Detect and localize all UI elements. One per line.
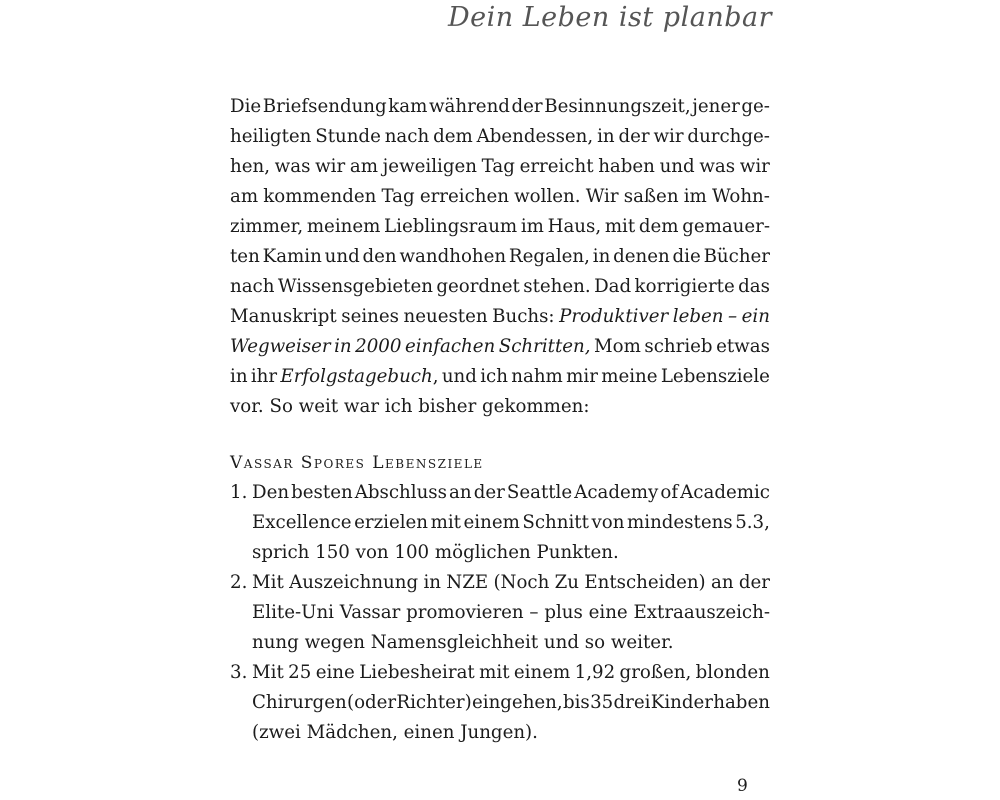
word: blonden <box>695 662 770 683</box>
word-part: Tag <box>381 186 415 207</box>
word-part: jeweiligen <box>382 156 477 177</box>
word <box>325 242 360 272</box>
word-part: , <box>432 366 439 387</box>
word-part: in <box>230 366 248 387</box>
word <box>381 182 414 212</box>
word <box>598 152 655 182</box>
word <box>741 92 770 122</box>
word-part: Kamin <box>262 246 322 267</box>
word-part: mir <box>566 366 598 387</box>
word <box>548 212 602 242</box>
word-part: gemauer- <box>682 216 770 237</box>
word <box>521 212 544 242</box>
italic-word: Produktiver <box>559 306 669 327</box>
list-item-line <box>252 478 770 508</box>
list-item-line <box>252 688 770 718</box>
word <box>511 362 563 392</box>
word: 35 <box>590 692 614 713</box>
word <box>420 182 509 212</box>
word: 25 <box>288 662 312 683</box>
word <box>433 122 473 152</box>
word <box>363 242 397 272</box>
word-part: kommenden <box>263 186 377 207</box>
word <box>492 302 554 332</box>
word-part: Tag <box>481 156 515 177</box>
word-part: in <box>592 246 611 267</box>
word-part: Stunde <box>315 126 381 147</box>
paragraph-line <box>230 152 770 182</box>
word: Kinder <box>650 692 713 713</box>
word <box>653 122 683 152</box>
word-part: Manuskript <box>230 306 337 327</box>
word <box>499 332 591 362</box>
word <box>436 272 519 302</box>
word <box>275 152 311 182</box>
word <box>618 122 649 152</box>
word-part: wir <box>739 156 770 177</box>
word-part: in <box>597 126 615 147</box>
word: Elite-Uni <box>252 602 334 623</box>
italic-word: ein <box>741 306 770 327</box>
word: 1,92 <box>574 662 616 683</box>
word: besten <box>291 482 353 503</box>
word <box>404 302 488 332</box>
word <box>388 92 427 122</box>
word-part: Mom <box>594 336 641 357</box>
word: der <box>738 572 770 593</box>
word <box>230 272 274 302</box>
word <box>660 152 695 182</box>
word <box>738 272 770 302</box>
word-part: ihr <box>250 366 278 387</box>
word <box>482 152 515 182</box>
word: Auszeichnung <box>289 572 419 593</box>
word: einem <box>463 512 520 533</box>
word <box>559 302 668 332</box>
word <box>442 362 477 392</box>
word <box>673 242 701 272</box>
word <box>673 302 724 332</box>
word-part: erreicht <box>519 156 594 177</box>
word <box>350 152 378 182</box>
word-part: Lieblingsraum <box>384 216 518 237</box>
word <box>230 92 261 122</box>
word <box>544 92 690 122</box>
word-part: im <box>520 216 544 237</box>
paragraph-line <box>230 362 770 392</box>
word <box>523 272 590 302</box>
word-part: heiligten <box>230 126 312 147</box>
word <box>315 152 345 182</box>
word <box>740 152 770 182</box>
word: mindestens <box>627 512 733 533</box>
word-part: ge- <box>741 96 770 117</box>
word <box>263 242 322 272</box>
word-part: Wir <box>585 186 619 207</box>
word-part: meinem <box>306 216 381 237</box>
word-part: der <box>511 96 543 117</box>
word-part: haben <box>598 156 655 177</box>
word <box>639 212 679 242</box>
word-part: zimmer, <box>230 216 304 237</box>
word: haben <box>713 692 770 713</box>
list-item-line <box>252 598 770 628</box>
word <box>230 302 337 332</box>
word <box>512 92 543 122</box>
word: eine <box>588 602 628 623</box>
paragraph-line <box>230 212 770 242</box>
word <box>742 302 770 332</box>
word <box>399 242 506 272</box>
word-part: neuesten <box>403 306 488 327</box>
word-part: denen <box>613 246 670 267</box>
word-part: im <box>683 186 707 207</box>
italic-word: einfachen <box>404 336 496 357</box>
word <box>716 332 770 362</box>
word-part: Wohn- <box>711 186 770 207</box>
word: Extraauszeich- <box>633 602 770 623</box>
word <box>230 182 258 212</box>
word: Mit <box>252 662 284 683</box>
word <box>385 122 429 152</box>
word: mit <box>479 662 510 683</box>
word <box>477 122 594 152</box>
text-run: vor. So weit war ich bisher gekommen: <box>230 396 590 417</box>
word-part: dem <box>638 216 679 237</box>
word-part: mit <box>604 216 636 237</box>
paragraph-line <box>230 302 770 332</box>
word: Seattle <box>506 482 573 503</box>
word: erzielen <box>354 512 429 533</box>
word-part: wollen. <box>514 186 581 207</box>
word <box>605 212 635 242</box>
word <box>334 332 352 362</box>
word-part: und <box>324 246 360 267</box>
paragraph-line <box>230 242 770 272</box>
word <box>699 152 735 182</box>
paragraph-line <box>230 332 770 362</box>
word: Mit <box>252 572 284 593</box>
word-part: hen, <box>230 156 270 177</box>
list-number: 3. <box>230 662 248 683</box>
italic-word: 2000 <box>355 336 402 357</box>
word-part: während <box>428 96 510 117</box>
running-head: Dein Leben ist planbar <box>448 2 772 33</box>
word <box>586 182 619 212</box>
word <box>251 362 277 392</box>
paragraph-line <box>230 272 770 302</box>
word-part: Lebensziele <box>660 366 770 387</box>
list-heading: Vassar Spores Lebensziele <box>230 453 484 473</box>
italic-word: in <box>334 336 352 357</box>
word-part: was <box>274 156 311 177</box>
word: – <box>529 602 539 623</box>
word-part: Regalen, <box>508 246 590 267</box>
word-part: Besinnungszeit, <box>544 96 691 117</box>
word <box>704 242 770 272</box>
word: großen, <box>619 662 692 683</box>
word <box>635 272 735 302</box>
word <box>263 92 387 122</box>
word-part: Abendessen, <box>476 126 594 147</box>
word: Chirurgen <box>252 692 347 713</box>
word <box>230 212 303 242</box>
word: plus <box>544 602 583 623</box>
word <box>661 362 770 392</box>
word: an <box>449 482 472 503</box>
word: NZE <box>446 572 489 593</box>
italic-word: Schritten, <box>498 336 591 357</box>
word <box>682 212 770 242</box>
word: Richter) <box>396 692 472 713</box>
list-item-line: sprich 150 von 100 möglichen Punkten. <box>252 542 619 563</box>
word-part: Haus, <box>547 216 602 237</box>
list-item-line <box>252 658 770 688</box>
word-part: ten <box>230 246 260 267</box>
word: an <box>710 572 734 593</box>
word <box>480 362 508 392</box>
paragraph-line <box>230 122 770 152</box>
word <box>692 92 740 122</box>
word-part: korrigierte <box>634 276 735 297</box>
paragraph-line <box>230 392 590 422</box>
word <box>315 122 381 152</box>
word-part: nahm <box>511 366 563 387</box>
word: eingehen, <box>472 692 563 713</box>
word-part: saßen <box>623 186 679 207</box>
word: Abschluss <box>354 482 447 503</box>
word-part: wandhohen <box>399 246 507 267</box>
word <box>687 122 770 152</box>
word <box>644 332 712 362</box>
word <box>263 182 376 212</box>
word-part: schrieb <box>644 336 713 357</box>
word-part: das <box>738 276 770 297</box>
word: Zu <box>554 572 579 593</box>
word <box>307 212 381 242</box>
word <box>728 302 737 332</box>
word <box>405 332 495 362</box>
word-part: etwas <box>716 336 770 357</box>
paragraph-line <box>230 182 770 212</box>
word-part: und <box>441 366 477 387</box>
word: promovieren <box>406 602 524 623</box>
word <box>230 242 260 272</box>
word <box>429 92 510 122</box>
word-part: Buchs: <box>492 306 555 327</box>
word: 5.3, <box>735 512 770 533</box>
word <box>597 122 615 152</box>
word <box>230 362 248 392</box>
word-part: Bücher <box>703 246 770 267</box>
word-part: meine <box>601 366 658 387</box>
word-part: und <box>659 156 695 177</box>
list-number: 1. <box>230 482 248 503</box>
word <box>566 362 598 392</box>
word: eine <box>315 662 355 683</box>
word: bis <box>562 692 590 713</box>
word-part: durchge- <box>687 126 770 147</box>
word-part: dem <box>433 126 473 147</box>
word <box>384 212 517 242</box>
word-part: ich <box>480 366 508 387</box>
word-part: nach <box>230 276 275 297</box>
word-part: wir <box>315 156 346 177</box>
word-part: Wissensgebieten <box>277 276 433 297</box>
word-part: am <box>349 156 378 177</box>
word <box>593 242 611 272</box>
word: Academy <box>574 482 659 503</box>
word: Schnitt <box>522 512 589 533</box>
word-part: seines <box>341 306 399 327</box>
word-part: den <box>362 246 397 267</box>
word <box>520 152 594 182</box>
word: drei <box>613 692 651 713</box>
word: Liebesheirat <box>359 662 475 683</box>
word <box>613 242 670 272</box>
word-part: kam <box>388 96 428 117</box>
word: in <box>423 572 441 593</box>
word <box>280 362 438 392</box>
word-part: erreichen <box>419 186 509 207</box>
word <box>341 302 399 332</box>
page-number: 9 <box>737 776 748 796</box>
word: mit <box>430 512 461 533</box>
word <box>509 242 590 272</box>
word <box>601 362 657 392</box>
word-part: Die <box>230 96 262 117</box>
word-part: der <box>618 126 650 147</box>
word-part: Dad <box>594 276 632 297</box>
word <box>712 182 770 212</box>
word: Academic <box>680 482 770 503</box>
word-part: nach <box>384 126 430 147</box>
word: Vassar <box>339 602 401 623</box>
italic-word: leben <box>672 306 724 327</box>
word: einem <box>513 662 571 683</box>
list-item-line: (zwei Mädchen, einen Jungen). <box>252 722 538 743</box>
word <box>278 272 433 302</box>
word <box>514 182 580 212</box>
word: der <box>473 482 505 503</box>
word: of <box>660 482 679 503</box>
paragraph-line <box>230 92 770 122</box>
word: Den <box>252 482 290 503</box>
word <box>624 182 679 212</box>
word <box>383 152 477 182</box>
word-part: Briefsendung <box>262 96 387 117</box>
word-part: wir <box>653 126 684 147</box>
word <box>594 332 641 362</box>
list-item-line: nung wegen Namensgleichheit und so weiter. <box>252 632 674 653</box>
word-part: stehen. <box>523 276 591 297</box>
word <box>594 272 631 302</box>
word: (Noch <box>493 572 550 593</box>
word: von <box>591 512 625 533</box>
word-part: was <box>699 156 736 177</box>
word-part: jener <box>692 96 740 117</box>
italic-word: Wegweiser <box>230 336 331 357</box>
list-item-line <box>252 568 770 598</box>
word: Excellence <box>252 512 352 533</box>
word <box>230 152 270 182</box>
word: (oder <box>346 692 397 713</box>
word-part: geordnet <box>436 276 520 297</box>
word-part: am <box>230 186 259 207</box>
list-item-line <box>252 508 770 538</box>
word <box>355 332 401 362</box>
word <box>230 122 311 152</box>
list-number: 2. <box>230 572 248 593</box>
word-part: die <box>672 246 701 267</box>
italic-word: Erfolgstagebuch <box>280 366 433 387</box>
word <box>684 182 707 212</box>
word: Entscheiden) <box>584 572 706 593</box>
word <box>230 332 331 362</box>
italic-word: – <box>728 306 738 327</box>
